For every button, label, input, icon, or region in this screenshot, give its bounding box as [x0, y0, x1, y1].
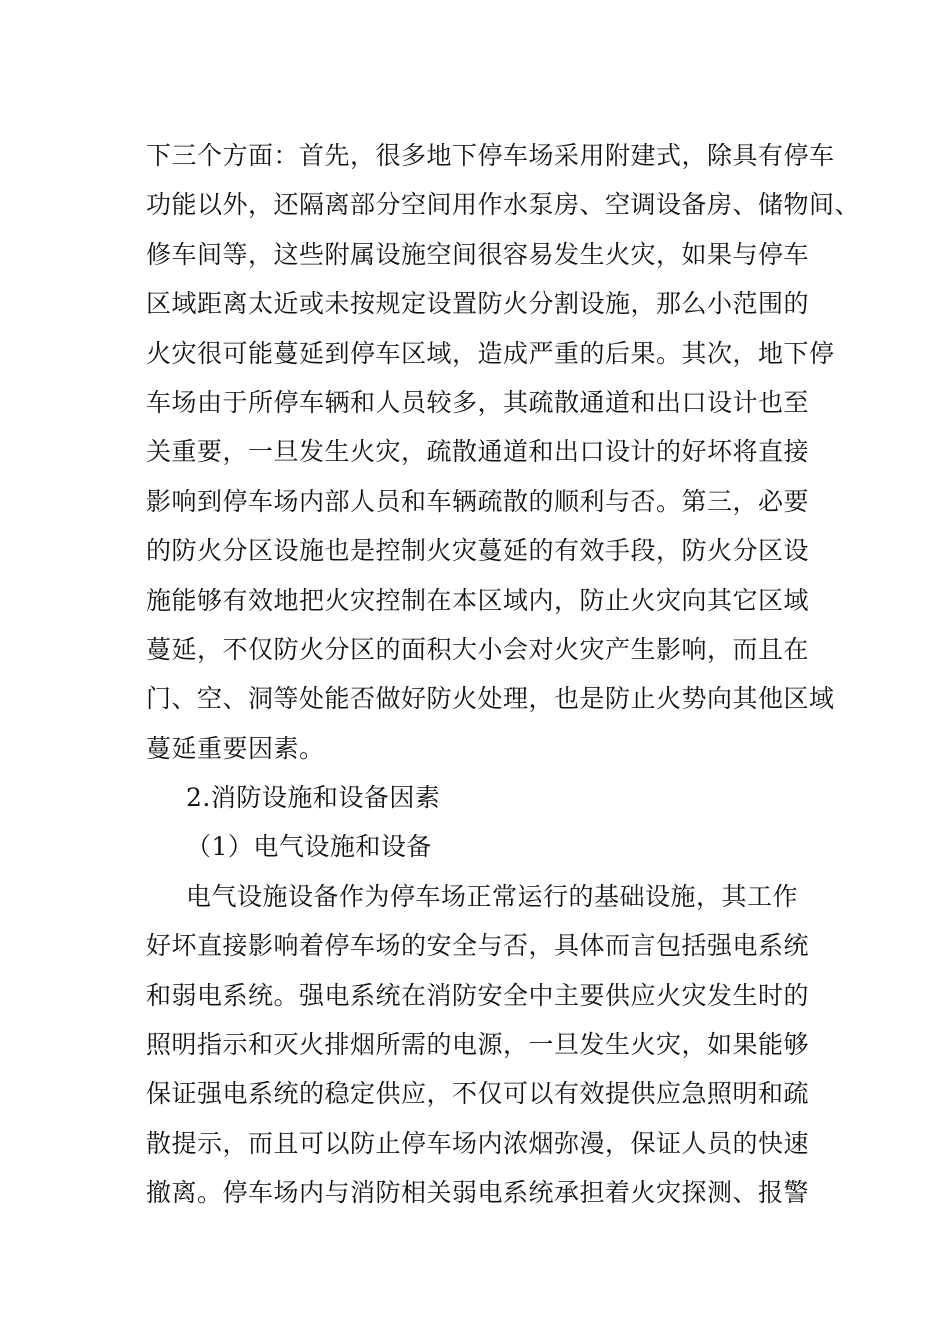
- section-heading: 2.消防设施和设备因素: [186, 783, 441, 813]
- text-line: 火灾很可能蔓延到停车区域，造成严重的后果。其次，地下停: [146, 338, 835, 368]
- text-line: 修车间等，这些附属设施空间很容易发生火灾，如果与停车: [146, 239, 810, 269]
- text-line: 和弱电系统。强电系统在消防安全中主要供应火灾发生时的: [146, 980, 810, 1010]
- text-line: 下三个方面：首先，很多地下停车场采用附建式，除具有停车: [146, 141, 835, 170]
- text-line: 区域距离太近或未按规定设置防火分割设施，那么小范围的: [146, 289, 810, 319]
- text-line: 施能够有效地把火灾控制在本区域内，防止火灾向其它区域: [146, 585, 810, 615]
- text-line: 蔓延重要因素。: [146, 733, 325, 763]
- text-line: 的防火分区设施也是控制火灾蔓延的有效手段，防火分区设: [146, 536, 810, 566]
- text-line: 保证强电系统的稳定供应，不仅可以有效提供应急照明和疏: [146, 1079, 810, 1109]
- paragraph-first-line: 电气设施设备作为停车场正常运行的基础设施，其工作: [186, 881, 799, 911]
- text-line: 关重要，一旦发生火灾，疏散通道和出口设计的好坏将直接: [146, 437, 810, 467]
- text-line: 门、空、洞等处能否做好防火处理，也是防止火势向其他区域: [146, 684, 835, 714]
- text-line: 影响到停车场内部人员和车辆疏散的顺利与否。第三，必要: [146, 486, 810, 516]
- text-line: 散提示，而且可以防止停车场内浓烟弥漫，保证人员的快速: [146, 1128, 810, 1158]
- text-line: 好坏直接影响着停车场的安全与否，具体而言包括强电系统: [146, 931, 810, 961]
- text-line: 照明指示和灭火排烟所需的电源，一旦发生火灾，如果能够: [146, 1030, 810, 1060]
- text-line: 撤离。停车场内与消防相关弱电系统承担着火灾探测、报警: [146, 1178, 810, 1208]
- text-line: 蔓延，不仅防火分区的面积大小会对火灾产生影响，而且在: [146, 634, 810, 664]
- text-line: 车场由于所停车辆和人员较多，其疏散通道和出口设计也至: [146, 387, 810, 417]
- text-line: 功能以外，还隔离部分空间用作水泵房、空调设备房、储物间、: [146, 190, 861, 220]
- body-text: [146, 131, 861, 1218]
- subsection-heading: （1）电气设施和设备: [186, 832, 432, 862]
